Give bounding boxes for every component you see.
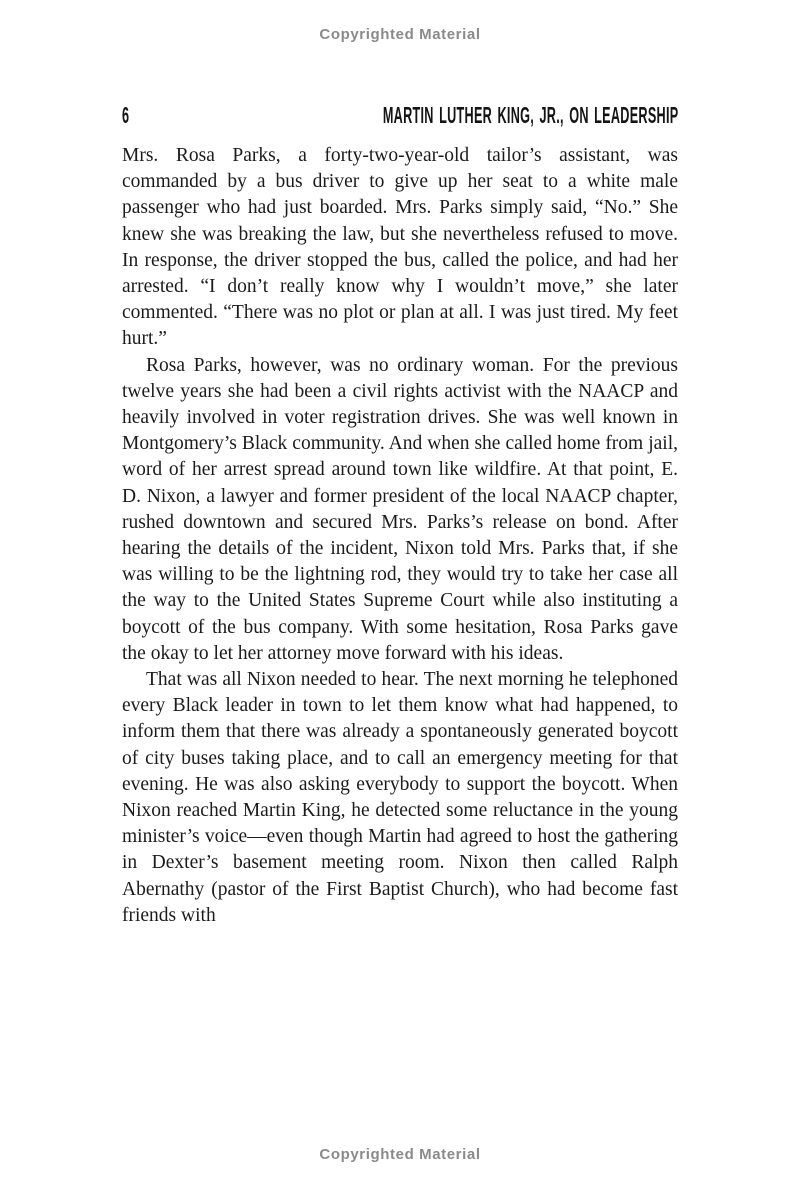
body-text [122, 143, 678, 929]
running-title: MARTIN LUTHER KING, JR., ON LEADERSHIP [382, 102, 678, 128]
copyright-notice-bottom: Copyrighted Material [319, 1146, 481, 1163]
running-header [122, 103, 678, 127]
paragraph-2: Rosa Parks, however, was no ordinary woman. For the previous twelve years she had been a civil rights activist with the NAACP and heavily involved in voter registration drives. She was well known in Montgomery’s Black community. And when she called home from jail, word of her arrest spread around town like wildfire. At that point, E. D. Nixon, a lawyer and former president of the local NAACP chapter, rushed downtown and secured Mrs. Parks’s release on bond. After hearing the details of the incident, Nixon told Mrs. Parks that, if she was willing to be the lightning rod, they would try to take her case all the way to the United States Supreme Court while also instituting a boycott of the bus company. With some hesitation, Rosa Parks gave the okay to let her attorney move forward with his ideas. [122, 354, 678, 664]
paragraph-1: Mrs. Rosa Parks, a forty-two-year-old tailor’s assistant, was commanded by a bus driver to give up her seat to a white male passenger who had just boarded. Mrs. Parks simply said, “No.” She knew she was breaking the law, but she nevertheless refused to move. In response, the driver stopped the bus, called the police, and had her arrested. “I don’t really know why I wouldn’t move,” she later commented. “There was no plot or plan at all. I was just tired. My feet hurt.” [122, 145, 678, 350]
paragraph-3: That was all Nixon needed to hear. The next morning he telephoned every Black leader in town to let them know what had happened, to inform them that there was already a spontaneously generated boycott of city buses taking place, and to call an emergency meeting for that evening. He was also asking everybody to support the boycott. When Nixon reached Martin King, he detected some reluctance in the young minister’s voice—even though Martin had agreed to host the gathering in Dexter’s basement meeting room. Nixon then called Ralph Abernathy (pastor of the First Baptist Church), who had become fast friends with [122, 669, 678, 926]
page-number: 6 [122, 102, 130, 128]
copyright-notice-top: Copyrighted Material [319, 26, 481, 43]
